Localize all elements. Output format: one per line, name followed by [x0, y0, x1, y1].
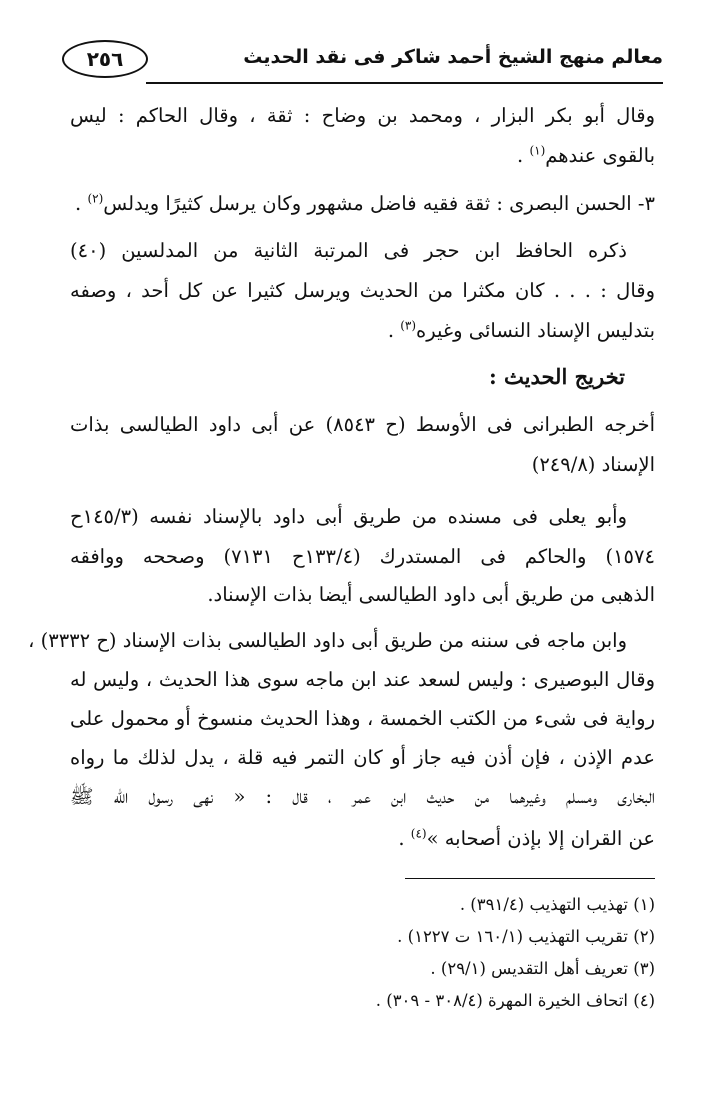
- section-heading: تخريج الحديث :: [488, 364, 625, 389]
- text-line: وابن ماجه فى سننه من طريق أبى داود الطيالسى بذات الإسناد (ح ٣٣٣٢) ،: [28, 629, 627, 652]
- text-line: ذكره الحافظ ابن حجر فى المرتبة الثانية من المدلسين (٤٠): [70, 239, 627, 262]
- text-line: الإسناد (٢٤٩/٨): [531, 453, 655, 476]
- text-line: [70, 141, 655, 171]
- page-header: [62, 38, 663, 84]
- text-line: وقال أبو بكر البزار ، ومحمد بن وضاح : ثقة ، وقال الحاكم : ليس: [70, 104, 655, 127]
- page-number: ٢٥٦: [62, 40, 148, 78]
- header-rule: [146, 82, 663, 84]
- text-line: [70, 316, 655, 346]
- footnote: (٣) تعريف أهل التقديس (٢٩/١) .: [430, 959, 655, 978]
- text-line: ١٥٧٤) والحاكم فى المستدرك (١٣٣/٤ح ٧١٣١) وصححه ووافقه: [70, 545, 655, 568]
- text-line: وقال البوصيرى : وليس لسعد عند ابن ماجه سوى هذا الحديث ، وليس له: [70, 668, 655, 691]
- text-span: عن القران إلا بإذن أصحابه »: [426, 827, 655, 850]
- text-line: الذهبى من طريق أبى داود الطيالسى أيضا بذات الإسناد.: [207, 583, 655, 606]
- text-line: عدم الإذن ، فإن أذن فيه جاز أو كان التمر فيه قلة ، يدل لذلك ما رواه: [70, 746, 655, 769]
- text-line: أخرجه الطبرانى فى الأوسط (ح ٨٥٤٣) عن أبى داود الطيالسى بذات: [70, 413, 655, 436]
- footnote-ref: (٤): [410, 826, 427, 841]
- text-line: وأبو يعلى فى مسنده من طريق أبى داود بالإسناد نفسه (١٤٥/٣ح: [70, 505, 627, 528]
- text-line: [70, 189, 655, 219]
- text-span: بالقوى عندهم: [545, 144, 655, 167]
- footnote-ref: (٢): [87, 191, 104, 206]
- text-span: .: [398, 827, 411, 850]
- footnote: (١) تهذيب التهذيب (٣٩١/٤) .: [459, 895, 655, 914]
- footnote-ref: (١): [529, 143, 546, 158]
- text-line: البخارى ومسلم وغيرهما من حديث ابن عمر ، قال : « نهى رسول اللّٰه ﷺ: [70, 785, 655, 808]
- text-span: .: [75, 192, 88, 215]
- footnote-ref: (٣): [400, 318, 417, 333]
- text-span: ٣- الحسن البصرى : ثقة فقيه فاضل مشهور وكان يرسل كثيرًا ويدلس: [103, 192, 655, 215]
- text-span: بتدليس الإسناد النسائى وغيره: [416, 319, 655, 342]
- text-span: .: [387, 319, 401, 342]
- footnote: (٢) تقريب التهذيب (١٦٠/١ ت ١٢٢٧) .: [397, 927, 655, 946]
- footnote-rule: [405, 878, 655, 879]
- text-line: رواية فى شىء من الكتب الخمسة ، وهذا الحديث منسوخ أو محمول على: [70, 707, 655, 730]
- running-title: معالم منهج الشيخ أحمد شاكر فى نقد الحديث: [243, 46, 663, 68]
- text-line: وقال : . . . كان مكثرا من الحديث ويرسل كثيرا عن كل أحد ، وصفه: [70, 279, 655, 302]
- footnote: (٤) اتحاف الخيرة المهرة (٣٠٨/٤ - ٣٠٩) .: [375, 991, 655, 1010]
- text-line: [70, 824, 655, 854]
- text-span: .: [517, 144, 530, 167]
